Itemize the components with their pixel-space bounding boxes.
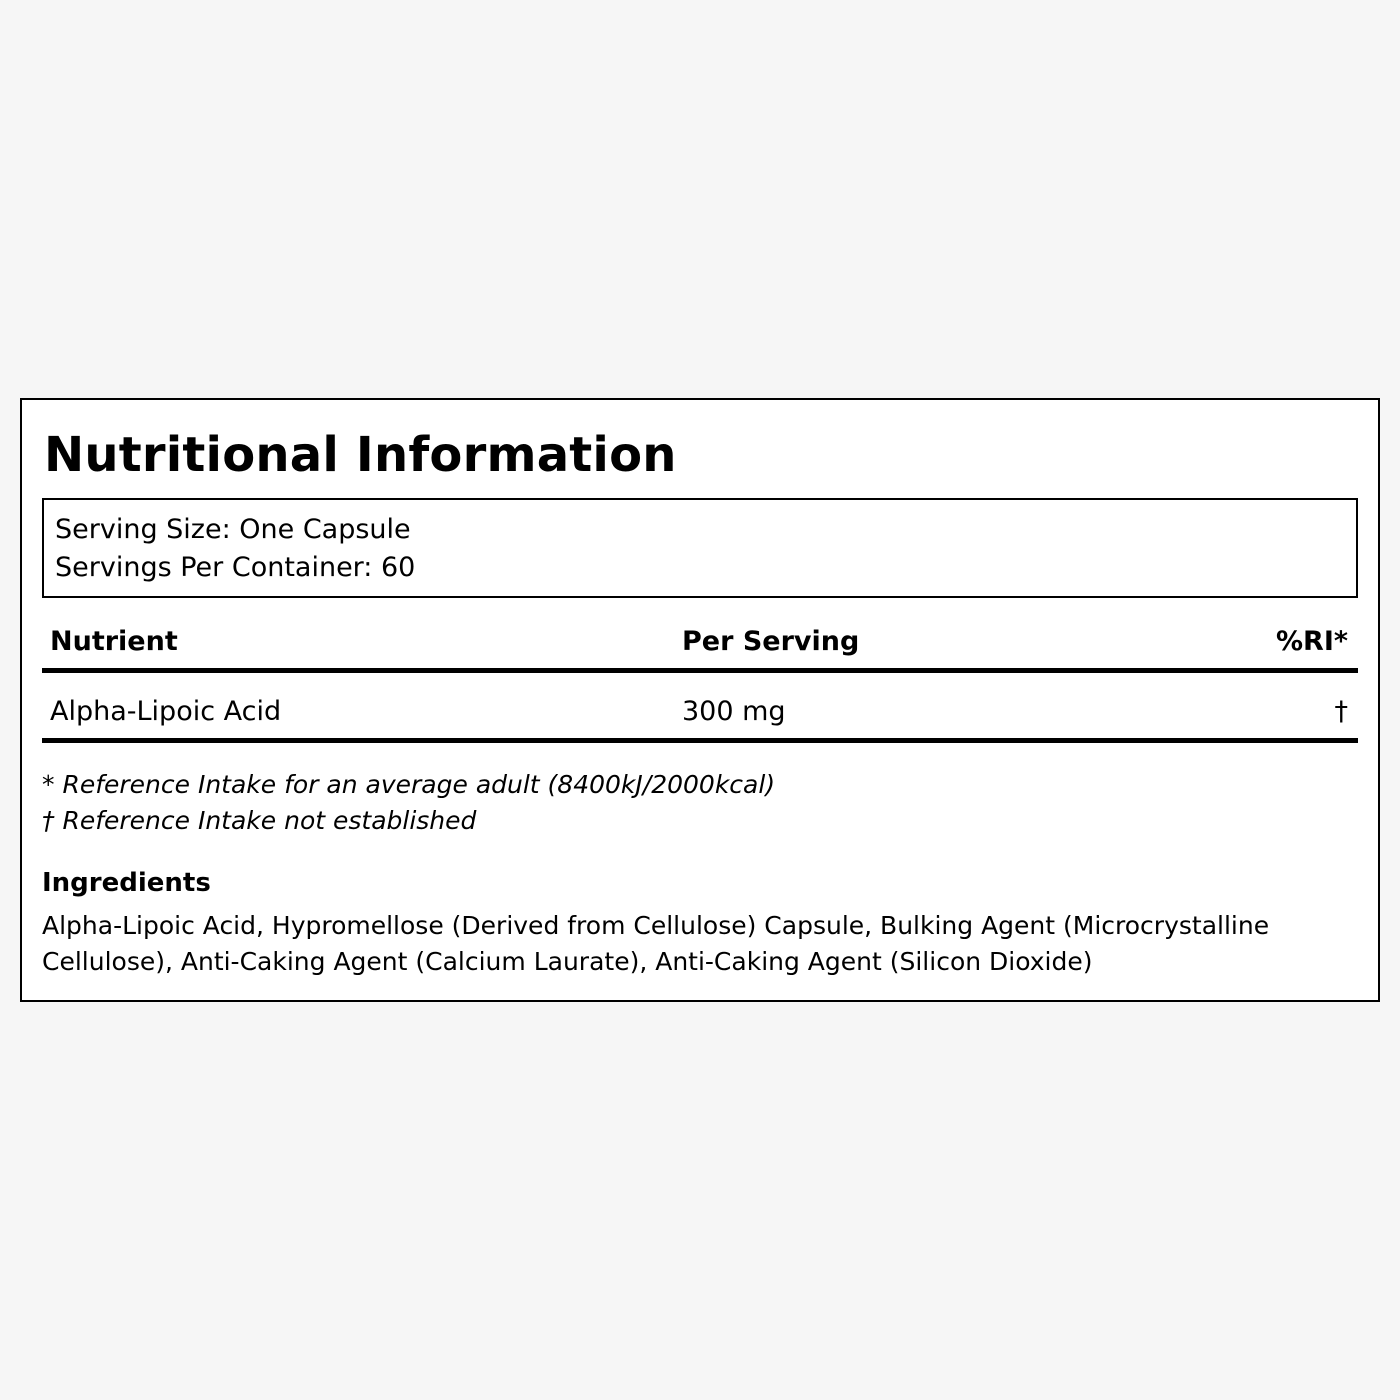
header-nutrient: Nutrient (50, 626, 178, 657)
serving-info-box (42, 498, 1358, 598)
nutrient-ri: † (1334, 696, 1348, 727)
label-title: Nutritional Information (44, 427, 677, 483)
footnote-not-established: † Reference Intake not established (42, 806, 477, 835)
header-divider (42, 668, 1358, 673)
footnote-reference-intake: * Reference Intake for an average adult (8400kJ/2000kcal) (42, 770, 776, 799)
nutrient-amount: 300 mg (682, 696, 786, 727)
nutrition-label-panel (20, 398, 1380, 1002)
serving-size: Serving Size: One Capsule (55, 514, 411, 545)
ingredients-heading: Ingredients (42, 868, 211, 898)
ingredients-text: Alpha-Lipoic Acid, Hypromellose (Derived from Cellulose) Capsule, Bulking Agent (Microcrystalline Cellulose), Anti-Caking Agent (Calcium Laurate), Anti-Caking Agent (Silicon Dioxide) (42, 911, 1270, 976)
header-ri: %RI* (1275, 626, 1348, 657)
table-bottom-divider (42, 738, 1358, 743)
servings-per-container: Servings Per Container: 60 (55, 552, 416, 583)
header-per-serving: Per Serving (682, 626, 860, 657)
nutrient-name: Alpha-Lipoic Acid (50, 696, 282, 727)
